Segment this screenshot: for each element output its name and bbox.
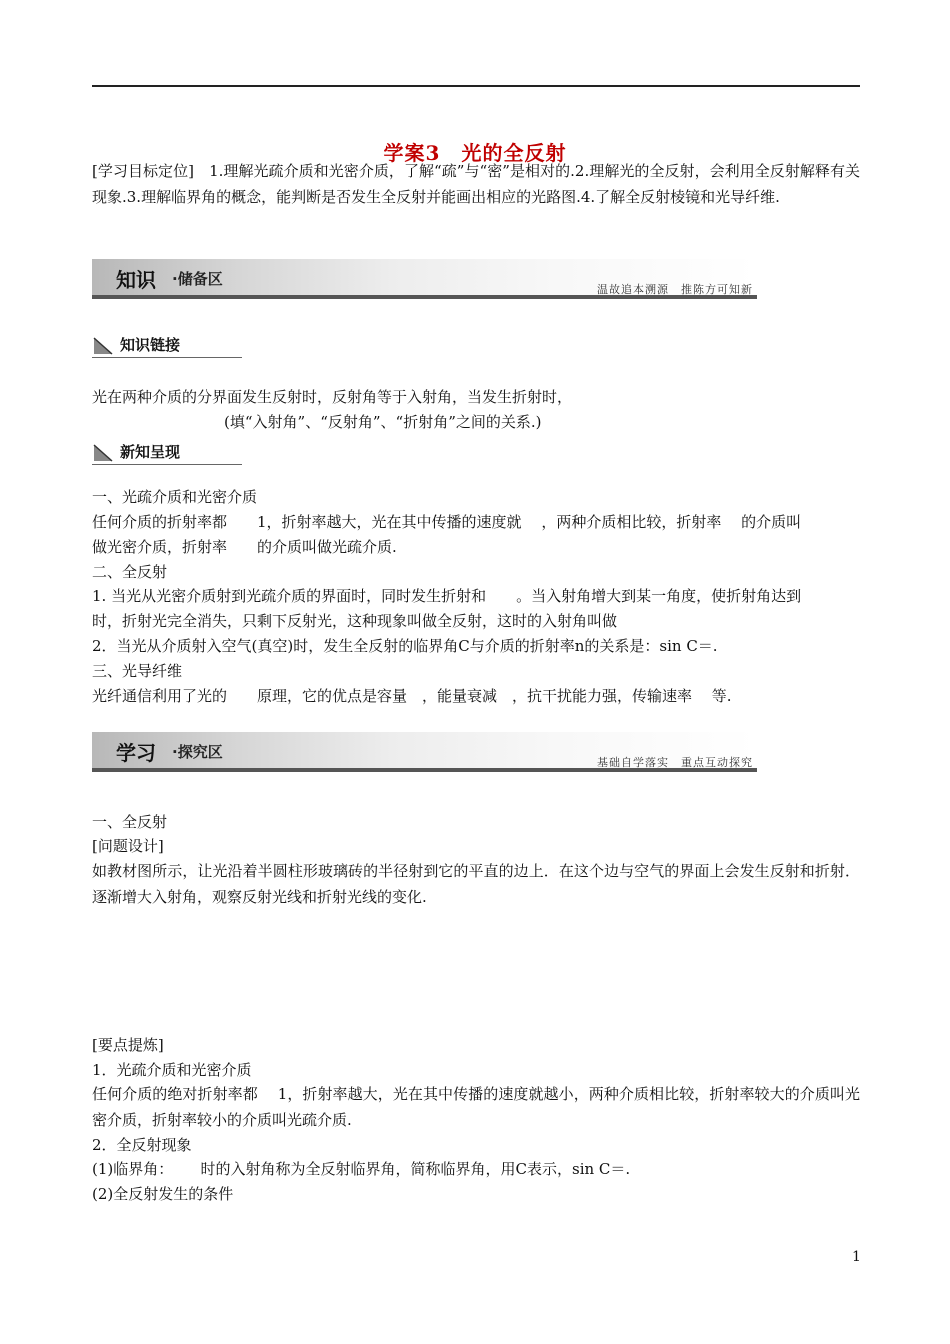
question-label: [问题设计] bbox=[92, 837, 164, 855]
new-para-3: 2．当光从介质射入空气(真空)时，发生全反射的临界角C与介质的折射率n的关系是：sin C＝. bbox=[92, 637, 718, 655]
section-banner-knowledge bbox=[92, 259, 757, 301]
new-para-4: 光纤通信利用了光的 原理，它的优点是容量 ，能量衰减 ，抗干扰能力强，传输速率 等. bbox=[92, 687, 732, 705]
section-banner-study bbox=[92, 732, 757, 774]
banner-main-label: 学习 bbox=[116, 741, 156, 765]
link-line-2: (填“入射角”、“反射角”、“折射角”之间的关系.) bbox=[224, 413, 542, 431]
link-line-1: 光在两种介质的分界面发生反射时，反射角等于入射角，当发生折射时， bbox=[92, 388, 573, 406]
new-heading-1: 一、光疏介质和光密介质 bbox=[92, 488, 258, 506]
subheading-rule bbox=[92, 357, 242, 358]
new-heading-3: 三、光导纤维 bbox=[92, 662, 183, 680]
new-heading-2: 二、全反射 bbox=[92, 563, 168, 581]
corner-triangle-icon bbox=[92, 441, 114, 463]
banner-slogan: 基础自学落实 重点互动探究 bbox=[597, 756, 753, 769]
key-point-2a: (1)临界角： 时的入射角称为全反射临界角，简称临界角，用C表示，sin C＝. bbox=[92, 1160, 631, 1178]
header-rule bbox=[92, 85, 860, 87]
banner-slogan: 温故追本溯源 推陈方可知新 bbox=[597, 283, 753, 296]
subheading-new-knowledge bbox=[92, 439, 242, 465]
study-heading-1: 一、全反射 bbox=[92, 813, 168, 831]
corner-triangle-icon bbox=[92, 334, 114, 356]
key-point-2-heading: 2．全反射现象 bbox=[92, 1136, 192, 1154]
key-point-2b: (2)全反射发生的条件 bbox=[92, 1185, 234, 1203]
new-para-2b: 时，折射光完全消失，只剩下反射光，这种现象叫做全反射，这时的入射角叫做 bbox=[92, 612, 618, 630]
banner-main-label: 知识 bbox=[116, 268, 156, 292]
page-number: 1 bbox=[852, 1249, 861, 1265]
key-point-1-text: 任何介质的绝对折射率都 1，折射率越大，光在其中传播的速度就越小，两种介质相比较，折射率较大的介质叫光密介质，折射率较小的介质叫光疏介质. bbox=[92, 1085, 860, 1129]
page-title: 学案3 光的全反射 bbox=[383, 141, 567, 165]
new-para-1a: 任何介质的折射率都 1，折射率越大，光在其中传播的速度就 ，两种介质相比较，折射率 的介质叫 bbox=[92, 513, 802, 531]
key-point-1-heading: 1．光疏介质和光密介质 bbox=[92, 1061, 252, 1079]
subheading-label: 知识链接 bbox=[120, 336, 181, 354]
banner-sub-label: ·储备区 bbox=[172, 270, 223, 288]
new-para-1b: 做光密介质，折射率 的介质叫做光疏介质. bbox=[92, 538, 397, 556]
learning-objectives: [学习目标定位] 1.理解光疏介质和光密介质，了解“疏”与“密”是相对的.2.理解光的全反射，会利用全反射解释有关现象.3.理解临界角的概念，能判断是否发生全反射并能画出相应的光路图.4.了解全反射棱镜和光导纤维. bbox=[92, 162, 860, 206]
question-text: 如教材图所示，让光沿着半圆柱形玻璃砖的半径射到它的平直的边上．在这个边与空气的界面上会发生反射和折射．逐渐增大入射角，观察反射光线和折射光线的变化. bbox=[92, 862, 860, 906]
new-para-2a: 1. 当光从光密介质射到光疏介质的界面时，同时发生折射和 。当入射角增大到某一角度，使折射角达到 bbox=[92, 587, 802, 605]
subheading-knowledge-link bbox=[92, 332, 242, 358]
key-points-label: [要点提炼] bbox=[92, 1036, 164, 1054]
banner-sub-label: ·探究区 bbox=[172, 743, 223, 761]
subheading-rule bbox=[92, 464, 242, 465]
subheading-label: 新知呈现 bbox=[120, 443, 181, 461]
